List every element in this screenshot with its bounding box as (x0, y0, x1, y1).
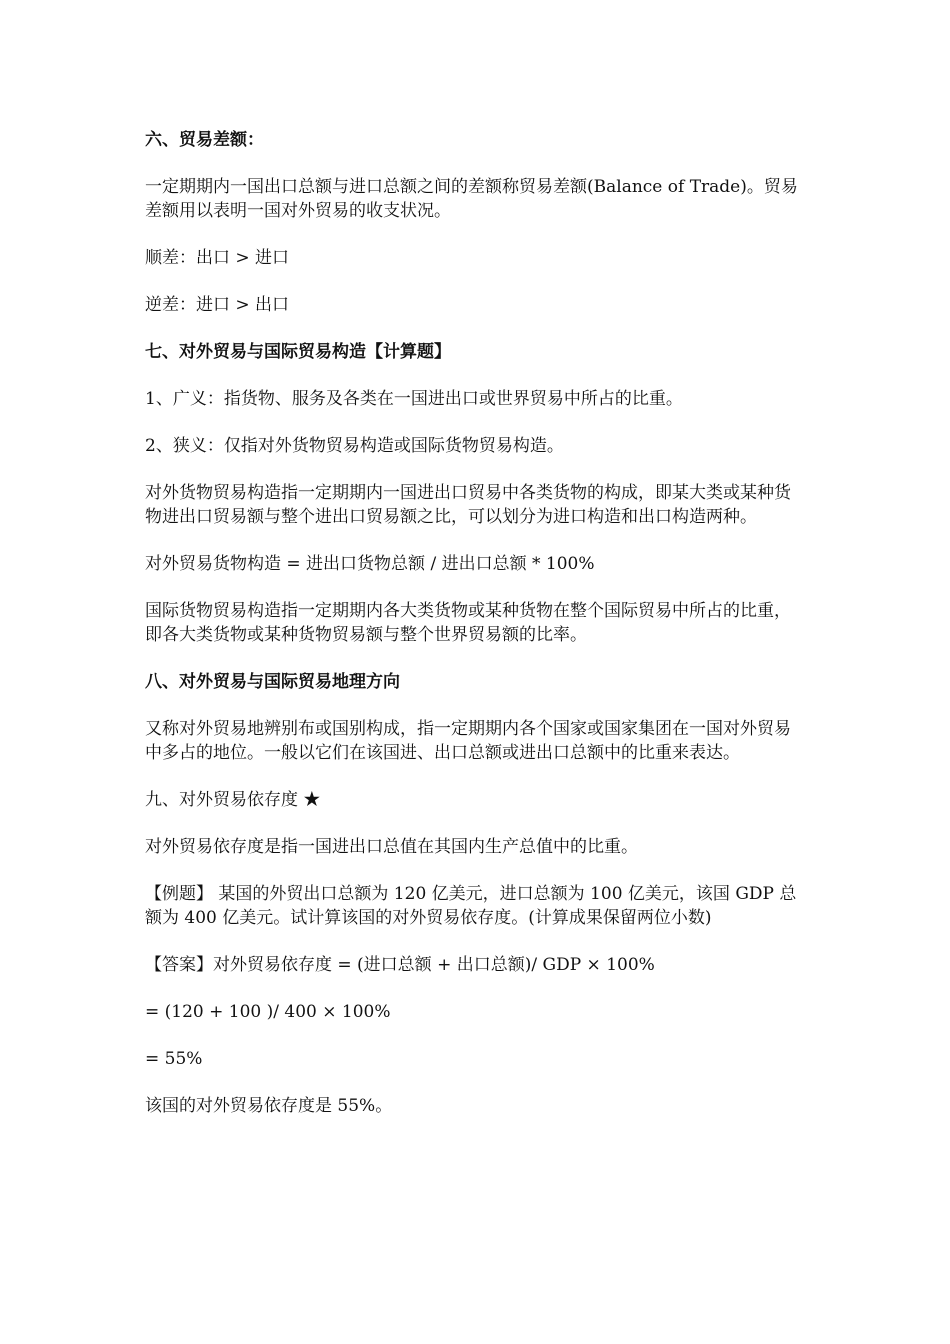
answer-formula: 【答案】对外贸易依存度 = (进口总额 + 出口总额)/ GDP × 100% (145, 955, 655, 975)
goods-structure-formula: 对外贸易货物构造 = 进出口货物总额 / 进出口总额 * 100% (145, 554, 595, 574)
geographic-direction-paragraph: 又称对外贸易地辨别布或国别构成，指一定期期内各个国家或国家集团在一国对外贸易中多占的地位。一般以它们在该国进、出口总额或进出口总额中的比重来表达。 (145, 719, 791, 763)
section-6-heading: 六、贸易差额： (145, 130, 264, 150)
section-7-heading: 七、对外贸易与国际贸易构造【计算题】 (145, 342, 451, 362)
international-structure-paragraph: 国际货物贸易构造指一定期期内各大类货物或某种货物在整个国际贸易中所占的比重，即各大类货物或某种货物贸易额与整个世界贸易额的比率。 (145, 601, 791, 645)
dependence-definition: 对外贸易依存度是指一国进出口总值在其国内生产总值中的比重。 (145, 837, 638, 857)
trade-surplus-line: 顺差：出口 > 进口 (145, 248, 290, 268)
goods-structure-paragraph: 对外货物贸易构造指一定期期内一国进出口贸易中各类货物的构成，即某大类或某种货物进出口贸易额与整个进出口贸易额之比，可以划分为进口构造和出口构造两种。 (145, 483, 791, 527)
calculation-step-2: = 55% (145, 1049, 203, 1069)
example-problem: 【例题】 某国的外贸出口总额为 120 亿美元，进口总额为 100 亿美元，该国 GDP 总额为 400 亿美元。试计算该国的对外贸易依存度。(计算成果保留两位小数) (145, 884, 797, 928)
section-6-definition: 一定期期内一国出口总额与进口总额之间的差额称贸易差额(Balance of Trade)。贸易差额用以表明一国对外贸易的收支状况。 (145, 177, 798, 221)
conclusion: 该国的对外贸易依存度是 55%。 (145, 1096, 393, 1116)
calculation-step-1: = (120 + 100 )/ 400 × 100% (145, 1002, 391, 1022)
document-page (145, 128, 805, 1141)
section-8-heading: 八、对外贸易与国际贸易地理方向 (145, 672, 400, 692)
broad-definition: 1、广义：指货物、服务及各类在一国进出口或世界贸易中所占的比重。 (145, 389, 683, 409)
narrow-definition: 2、狭义：仅指对外货物贸易构造或国际货物贸易构造。 (145, 436, 564, 456)
trade-deficit-line: 逆差：进口 > 出口 (145, 295, 290, 315)
section-9-heading: 九、对外贸易依存度 ★ (145, 790, 321, 810)
